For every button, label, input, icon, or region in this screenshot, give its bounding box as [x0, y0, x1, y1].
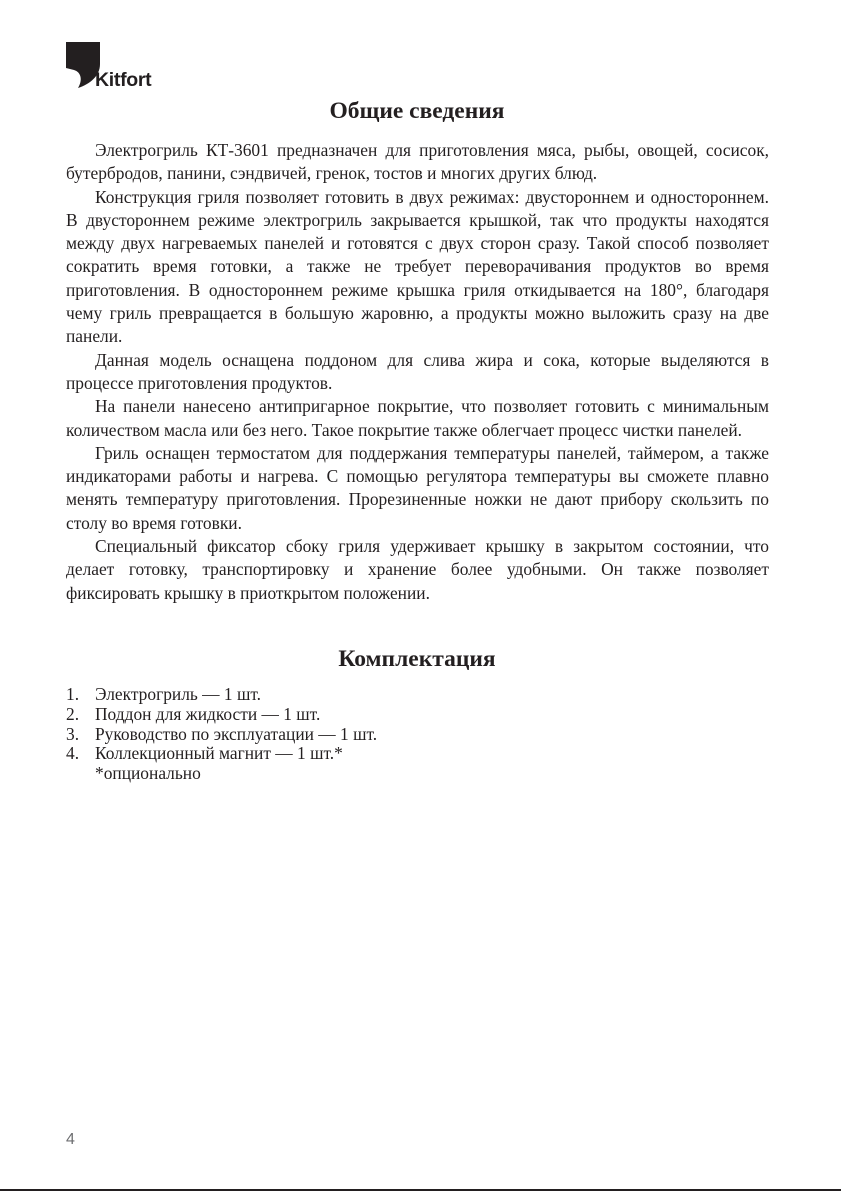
list-item: [66, 685, 377, 705]
paragraph: Данная модель оснащена поддоном для слива жира и сока, которые выделяются в процессе приготовления продуктов.: [66, 349, 769, 393]
list-item-text: Коллекционный магнит — 1 шт.*: [95, 743, 343, 764]
paragraph: Электрогриль КТ-3601 предназначен для приготовления мяса, рыбы, овощей, сосисок, бутербродов, панини, сэндвичей, гренок, тостов и многих других блюд.: [66, 140, 769, 184]
general-body: [66, 139, 769, 605]
list-item-text: Электрогриль — 1 шт.: [95, 684, 261, 704]
list-item-number: 4.: [66, 743, 80, 764]
list-item: [66, 705, 377, 725]
list-item: [66, 725, 377, 745]
paragraph: На панели нанесено антипригарное покрытие, что позволяет готовить с минимальным количеством масла или без него. Такое покрытие также облегчает процесс чистки панелей.: [66, 396, 769, 440]
list-item-text: Руководство по эксплуатации — 1 шт.: [95, 723, 378, 744]
paragraph: Гриль оснащен термостатом для поддержания температуры панелей, таймером, а также индикаторами работы и нагрева. С помощью регулятора температуры вы сможете плавно менять температуру приготовления. Прорезиненные ножки не дают прибору скользить по столу во время готовки.: [66, 442, 769, 533]
paragraph: Конструкция гриля позволяет готовить в двух режимах: двустороннем и одностороннем. В двустороннем режиме электрогриль закрывается крышкой, так что продукты находятся между двух нагреваемых панелей и готовятся с двух сторон сразу. Такой способ позволяет сократить время готовки, а также не требует переворачивания продуктов во время приготовления. В одностороннем режиме крышка гриля откидывается на 180°, благодаря чему гриль превращается в большую жаровню, а продукты можно выложить сразу на две панели.: [66, 186, 769, 347]
list-item-number: 2.: [66, 703, 80, 724]
page-number: 4: [66, 1131, 75, 1148]
list-item-number: 1.: [66, 684, 80, 704]
footnote: *опционально: [95, 763, 201, 784]
logo-text: Kitfort: [95, 69, 152, 91]
kit-list: [66, 685, 377, 784]
paragraph: Специальный фиксатор сбоку гриля удерживает крышку в закрытом состоянии, что делает готовку, транспортировку и хранение более удобными. Он также позволяет фиксировать крышку в приоткрытом положении.: [66, 536, 769, 603]
list-item-number: 3.: [66, 723, 80, 744]
section-title-general: Общие сведения: [329, 98, 505, 124]
list-item-text: Поддон для жидкости — 1 шт.: [95, 703, 321, 724]
section-title-kit: Комплектация: [338, 646, 496, 672]
list-item: [66, 744, 377, 764]
